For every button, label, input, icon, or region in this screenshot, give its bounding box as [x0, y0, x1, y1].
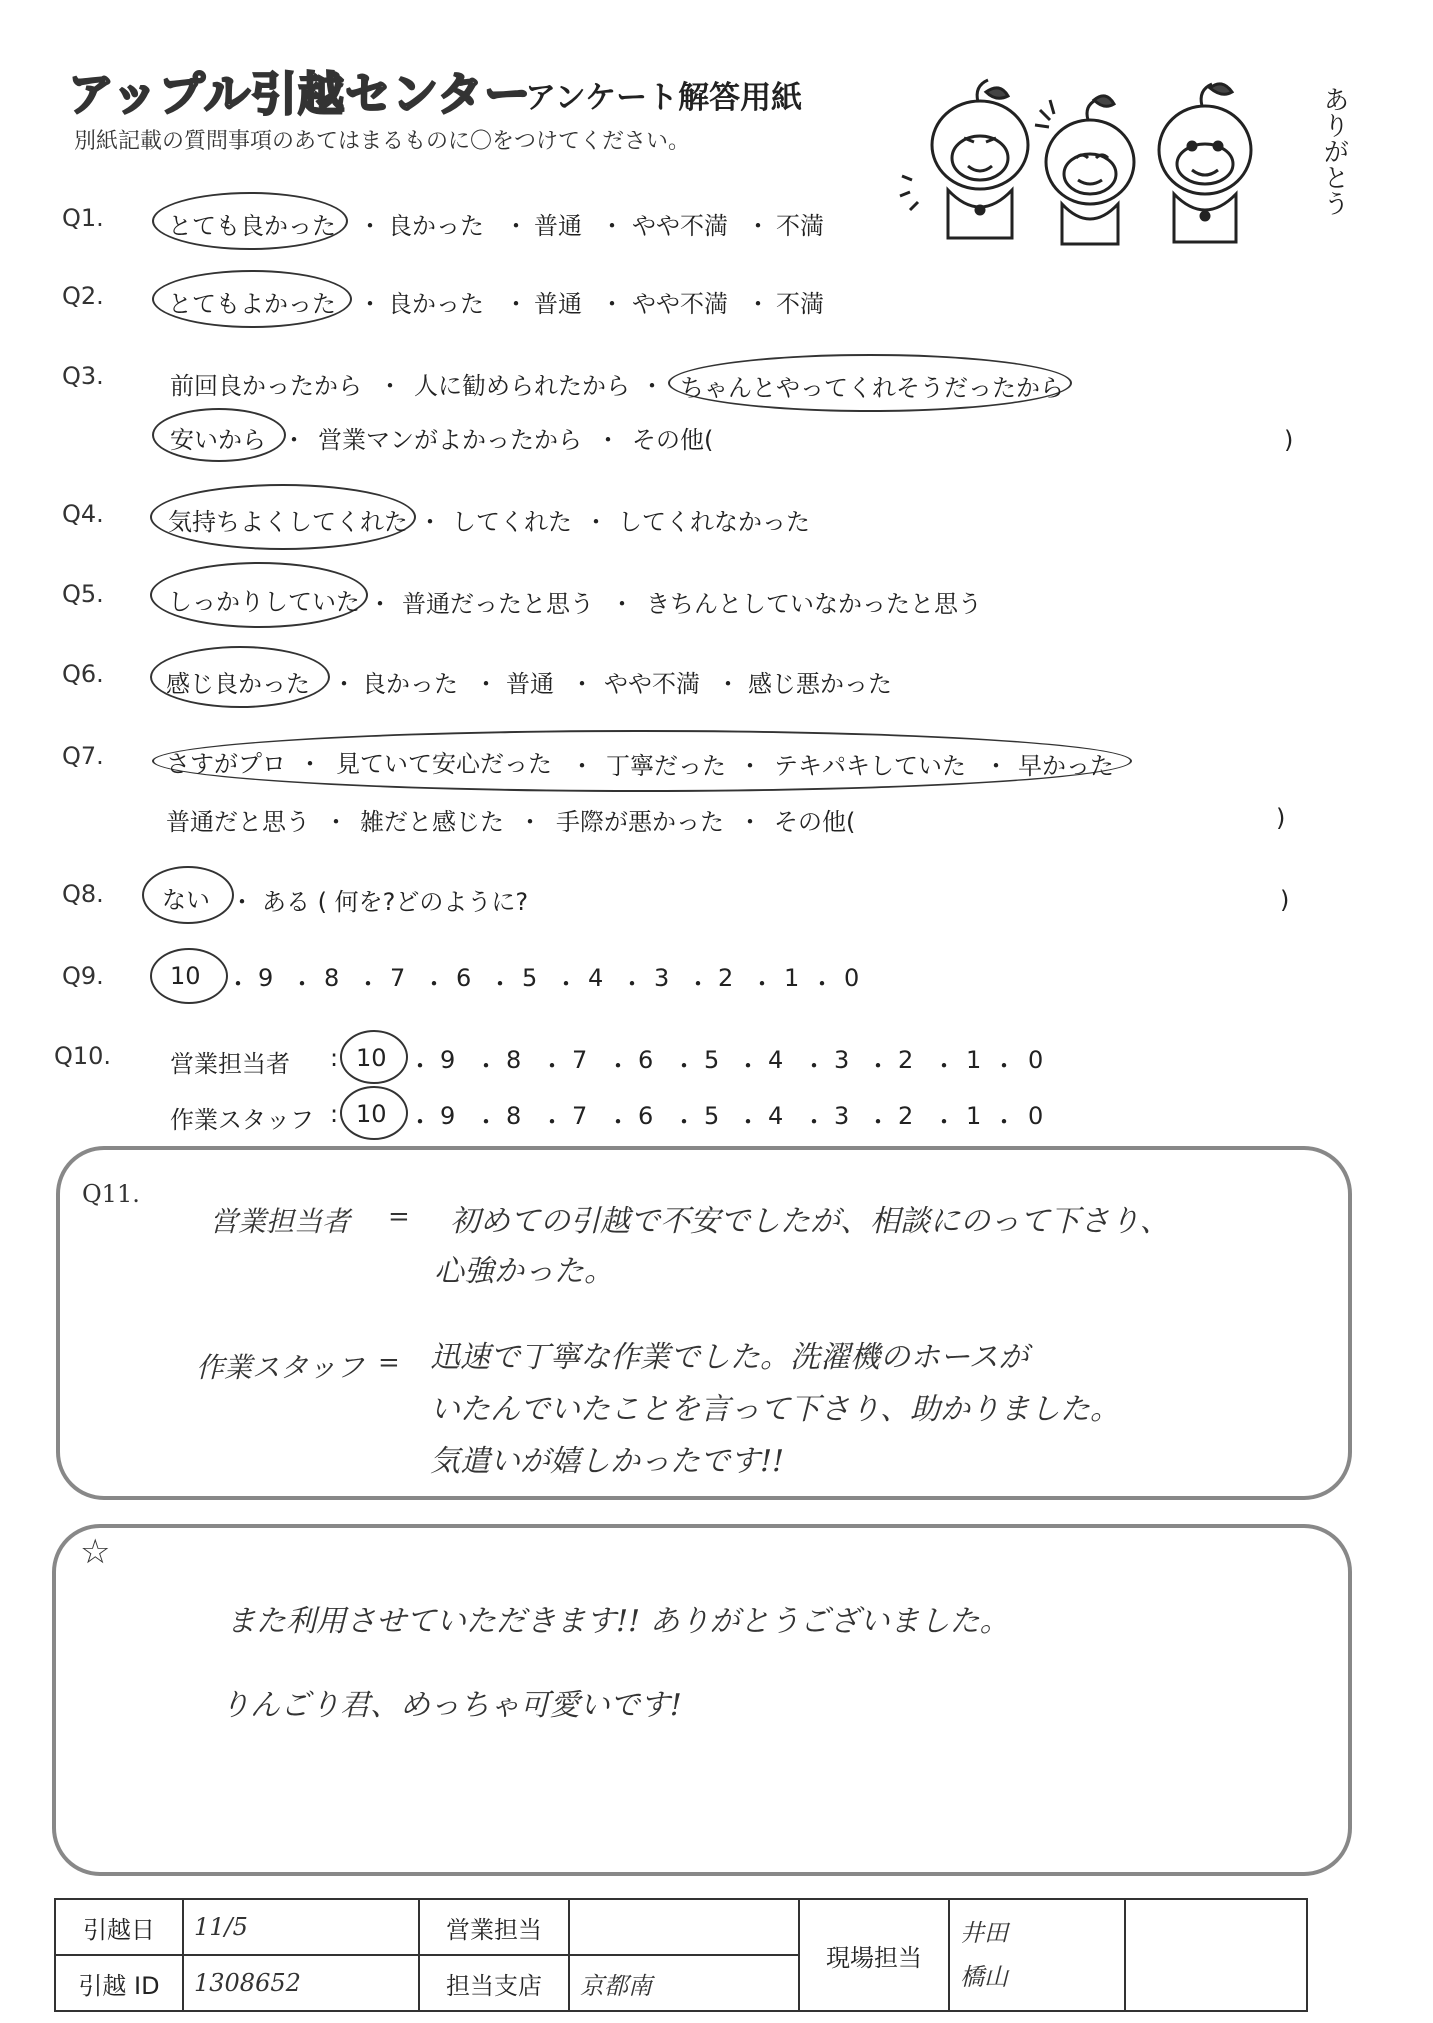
q2-option-5[interactable]: 不満	[776, 290, 824, 318]
q10-sales-option-1[interactable]: 1	[966, 1046, 982, 1074]
q1-option-4[interactable]: やや不満	[632, 212, 728, 240]
q11-staff-comment-line-3: 気遣いが嬉しかったです!!	[430, 1444, 785, 1479]
q1-option-3[interactable]: 普通	[534, 212, 582, 240]
q10-staff-option-9[interactable]: 9	[440, 1102, 456, 1130]
q3-option-1[interactable]: 前回良かったから	[170, 372, 362, 400]
q1-option-1[interactable]: とても良かった	[168, 212, 336, 240]
q6-option-5[interactable]: 感じ悪かった	[748, 670, 892, 698]
q10-sales-option-4[interactable]: 4	[768, 1046, 784, 1074]
q10-staff-option-0[interactable]: 0	[1028, 1102, 1044, 1130]
q9-option-8[interactable]: 8	[324, 964, 340, 992]
q7-option-4[interactable]: テキパキしていた	[774, 752, 966, 780]
q10-sales-option-0[interactable]: 0	[1028, 1046, 1044, 1074]
q10-staff-colon: :	[330, 1100, 339, 1128]
q10-staff-option-6[interactable]: 6	[638, 1102, 654, 1130]
q10-sales-option-10[interactable]: 10	[356, 1044, 387, 1072]
q7-option-8[interactable]: 手際が悪かった	[556, 808, 724, 836]
mascot-2	[1035, 96, 1134, 244]
q10-sales-option-7[interactable]: 7	[572, 1046, 588, 1074]
q3-label: Q3.	[62, 362, 104, 390]
q10-sales-colon: :	[330, 1044, 339, 1072]
q10-sales-option-2[interactable]: 2	[898, 1046, 914, 1074]
free-comment-line-1: また利用させていただきます!! ありがとうございました。	[226, 1604, 1010, 1639]
q3-option-4[interactable]: 安いから	[170, 426, 266, 454]
q11-label: Q11.	[82, 1180, 140, 1208]
form-subtitle: アンケート解答用紙	[525, 80, 803, 116]
q10-staff-option-4[interactable]: 4	[768, 1102, 784, 1130]
q11-staff-comment-line-1: 迅速で丁寧な作業でした。洗濯機のホースが	[430, 1340, 1029, 1375]
move-date-label: 引越日	[55, 1899, 183, 1955]
q7-option-7[interactable]: 雑だと感じた	[360, 808, 504, 836]
field-rep-label: 現場担当	[799, 1899, 949, 2011]
q6-option-3[interactable]: 普通	[506, 670, 554, 698]
field-rep-name-2: 橋山	[960, 1963, 1008, 1991]
q9-option-7[interactable]: 7	[390, 964, 406, 992]
q10-label: Q10.	[54, 1042, 112, 1070]
q2-option-2[interactable]: 良かった	[388, 290, 484, 318]
q6-option-4[interactable]: やや不満	[604, 670, 700, 698]
q9-option-9[interactable]: 9	[258, 964, 274, 992]
q6-option-1[interactable]: 感じ良かった	[166, 670, 310, 698]
branch-value[interactable]: 京都南	[569, 1955, 799, 2011]
q11-sales-comment-line-2: 心強かった。	[434, 1254, 614, 1289]
q10-sales-option-3[interactable]: 3	[834, 1046, 850, 1074]
q6-label: Q6.	[62, 660, 104, 688]
q3-option-5[interactable]: 営業マンがよかったから	[318, 426, 582, 454]
q5-label: Q5.	[62, 580, 104, 608]
q9-option-6[interactable]: 6	[456, 964, 472, 992]
q8-option-2[interactable]: ある ( 何を?どのように?	[262, 888, 529, 916]
q8-close-paren: )	[1280, 886, 1290, 914]
q7-option-3[interactable]: 丁寧だった	[606, 752, 726, 780]
q11-sales-label: 営業担当者	[210, 1205, 351, 1238]
q9-option-4[interactable]: 4	[588, 964, 604, 992]
q9-option-1[interactable]: 1	[784, 964, 800, 992]
q8-option-1[interactable]: ない	[162, 886, 210, 914]
q9-label: Q9.	[62, 962, 104, 990]
q7-close-paren: )	[1276, 804, 1286, 832]
q2-option-3[interactable]: 普通	[534, 290, 582, 318]
q5-option-3[interactable]: きちんとしていなかったと思う	[646, 590, 982, 618]
q2-option-4[interactable]: やや不満	[632, 290, 728, 318]
empty-cell	[1125, 1899, 1307, 2011]
q4-option-1[interactable]: 気持ちよくしてくれた	[168, 508, 408, 536]
q2-label: Q2.	[62, 282, 104, 310]
q2-option-1[interactable]: とてもよかった	[168, 290, 336, 318]
q10-sales-option-8[interactable]: 8	[506, 1046, 522, 1074]
q10-staff-option-5[interactable]: 5	[704, 1102, 720, 1130]
q10-staff-option-2[interactable]: 2	[898, 1102, 914, 1130]
q10-staff-option-8[interactable]: 8	[506, 1102, 522, 1130]
q9-option-10[interactable]: 10	[170, 962, 201, 990]
q4-label: Q4.	[62, 500, 104, 528]
q11-sales-sep: =	[388, 1202, 410, 1232]
q7-option-6[interactable]: 普通だと思う	[166, 808, 310, 836]
q5-option-2[interactable]: 普通だったと思う	[402, 590, 594, 618]
instruction-text: 別紙記載の質問事項のあてはまるものに〇をつけてください。	[74, 129, 691, 154]
q10-staff-option-10[interactable]: 10	[356, 1100, 387, 1128]
q7-option-5[interactable]: 早かった	[1018, 752, 1114, 780]
q10-staff-option-1[interactable]: 1	[966, 1102, 982, 1130]
q10-sales-option-5[interactable]: 5	[704, 1046, 720, 1074]
free-comment-line-2: りんごり君、めっちゃ可愛いです!	[220, 1688, 682, 1723]
q10-sales-option-9[interactable]: 9	[440, 1046, 456, 1074]
brand-title: アップル引越センター	[68, 67, 532, 121]
q7-option-2[interactable]: 見ていて安心だった	[336, 750, 552, 778]
sales-rep-value[interactable]	[569, 1899, 799, 1955]
q1-option-2[interactable]: 良かった	[388, 212, 484, 240]
q1-option-5[interactable]: 不満	[776, 212, 824, 240]
q9-option-2[interactable]: 2	[718, 964, 734, 992]
q7-label: Q7.	[62, 742, 104, 770]
field-rep-name-1: 井田	[960, 1919, 1008, 1947]
q9-option-0[interactable]: 0	[844, 964, 860, 992]
q8-label: Q8.	[62, 880, 104, 908]
sales-rep-label: 営業担当	[419, 1899, 569, 1955]
q1-label: Q1.	[62, 204, 104, 232]
move-date-value[interactable]: 11/5	[183, 1899, 419, 1955]
q7-option-9[interactable]: その他(	[774, 808, 856, 836]
q11-sales-comment-line-1: 初めての引越で不安でしたが、相談にのって下さり、	[450, 1204, 1170, 1239]
mascot-illustration	[890, 70, 1340, 250]
q11-staff-label: 作業スタッフ	[196, 1351, 365, 1384]
q7-option-1[interactable]: さすがプロ	[166, 750, 286, 778]
field-rep-value[interactable]	[949, 1899, 1125, 2011]
q10-sales-option-6[interactable]: 6	[638, 1046, 654, 1074]
branch-label: 担当支店	[419, 1955, 569, 2011]
q11-staff-sep: =	[378, 1348, 400, 1378]
mascot-3	[1159, 84, 1251, 242]
footer-info-table	[54, 1898, 1308, 2012]
q3-option-6[interactable]: その他(	[632, 426, 714, 454]
move-id-label: 引越 ID	[55, 1955, 183, 2011]
q11-staff-comment-line-2: いたんでいたことを言って下さり、助かりました。	[430, 1392, 1120, 1427]
q3-option-2[interactable]: 人に勧められたから	[414, 372, 630, 400]
star-icon: ☆	[80, 1532, 111, 1572]
q9-option-3[interactable]: 3	[654, 964, 670, 992]
q3-option-3[interactable]: ちゃんとやってくれそうだったから	[680, 374, 1064, 402]
q10-staff-option-7[interactable]: 7	[572, 1102, 588, 1130]
q10-staff-option-3[interactable]: 3	[834, 1102, 850, 1130]
q6-option-2[interactable]: 良かった	[362, 670, 458, 698]
q10-staff-label: 作業スタッフ	[170, 1106, 314, 1134]
q4-option-3[interactable]: してくれなかった	[618, 508, 810, 536]
q4-option-2[interactable]: してくれた	[452, 508, 572, 536]
q10-sales-label: 営業担当者	[170, 1050, 290, 1078]
q9-option-5[interactable]: 5	[522, 964, 538, 992]
thanks-text: ありがとう	[1319, 86, 1349, 216]
q5-option-1[interactable]: しっかりしていた	[168, 588, 360, 616]
q3-close-paren: )	[1284, 426, 1294, 454]
mascot-1	[900, 80, 1028, 238]
move-id-value[interactable]: 1308652	[183, 1955, 419, 2011]
